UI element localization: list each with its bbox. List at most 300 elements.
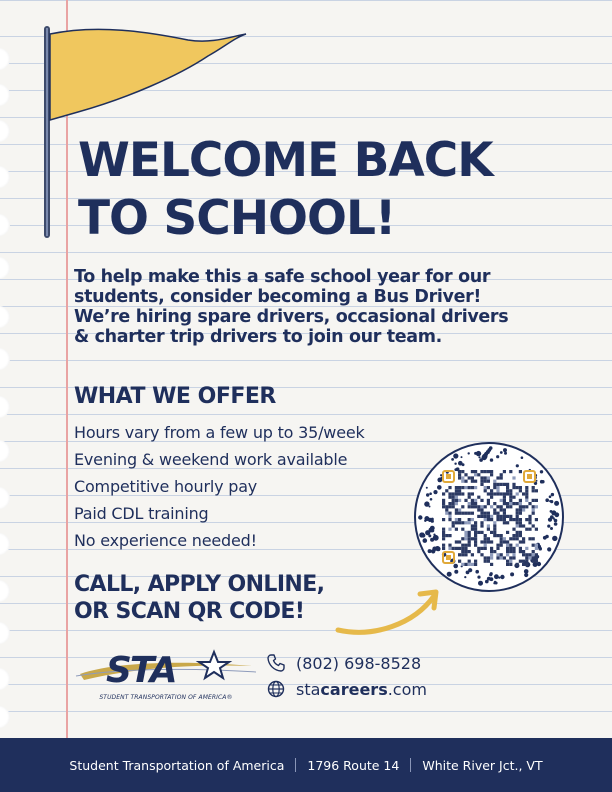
qr-module — [506, 505, 509, 508]
qr-module — [448, 502, 451, 505]
qr-module — [528, 553, 531, 556]
qr-module — [503, 492, 506, 495]
logo-subtitle: STUDENT TRANSPORTATION OF AMERICA® — [99, 694, 233, 701]
website-bold: careers — [320, 679, 388, 699]
qr-module — [480, 524, 483, 527]
binder-hole — [0, 120, 10, 142]
qr-module — [496, 518, 499, 521]
qr-module — [509, 499, 512, 502]
binder-hole — [0, 706, 10, 728]
qr-module — [480, 540, 483, 543]
qr-module — [484, 540, 487, 543]
qr-module — [477, 515, 480, 518]
qr-module — [487, 515, 490, 518]
intro-paragraph — [74, 267, 574, 347]
qr-module — [512, 547, 515, 550]
qr-module — [484, 512, 487, 515]
qr-module — [487, 560, 490, 563]
qr-module — [522, 537, 525, 540]
qr-code-icon[interactable] — [414, 442, 564, 592]
qr-module — [480, 547, 483, 550]
qr-module — [503, 515, 506, 518]
qr-module — [532, 512, 535, 515]
qr-module — [525, 556, 528, 559]
qr-ring-dot — [549, 495, 552, 498]
qr-module — [480, 480, 483, 483]
qr-module — [519, 560, 522, 563]
qr-module — [496, 534, 499, 537]
qr-module — [448, 515, 451, 518]
qr-module — [458, 518, 461, 521]
qr-ring-dot — [504, 452, 507, 455]
binder-hole — [0, 580, 10, 602]
qr-module — [464, 547, 467, 550]
binder-hole — [0, 440, 10, 462]
qr-module — [512, 550, 515, 553]
qr-module — [525, 547, 528, 550]
qr-module — [468, 476, 471, 479]
qr-module — [512, 553, 515, 556]
qr-module — [500, 556, 503, 559]
qr-ring-dot — [494, 574, 499, 579]
qr-module — [496, 476, 499, 479]
qr-module — [468, 492, 471, 495]
qr-module — [490, 556, 493, 559]
cta-line: CALL, APPLY ONLINE, — [74, 572, 325, 597]
qr-ring-dot — [479, 458, 483, 462]
qr-module — [490, 489, 493, 492]
qr-module — [458, 473, 461, 476]
qr-module — [519, 518, 522, 521]
qr-ring-dot — [430, 498, 433, 501]
qr-module — [455, 512, 458, 515]
qr-module — [532, 489, 535, 492]
qr-module — [487, 540, 490, 543]
qr-module — [532, 505, 535, 508]
qr-module — [484, 534, 487, 537]
qr-module — [525, 560, 528, 563]
qr-module — [442, 544, 445, 547]
qr-module — [448, 492, 451, 495]
qr-module — [493, 524, 496, 527]
qr-module — [522, 563, 525, 566]
qr-ring-dot — [422, 533, 424, 535]
qr-module — [496, 553, 499, 556]
qr-module — [461, 492, 464, 495]
qr-ring-dot — [426, 487, 428, 489]
qr-module — [468, 502, 471, 505]
offer-item: Paid CDL training — [74, 504, 209, 523]
qr-module — [519, 470, 522, 473]
qr-ring-dot — [429, 528, 434, 533]
binder-hole — [0, 533, 10, 555]
qr-module — [493, 531, 496, 534]
qr-module — [519, 534, 522, 537]
qr-module — [477, 547, 480, 550]
contact-block — [266, 650, 427, 702]
qr-ring-dot — [550, 500, 553, 503]
footer-bar — [0, 738, 612, 792]
qr-module — [442, 518, 445, 521]
qr-module — [468, 563, 471, 566]
website-link[interactable] — [296, 680, 427, 699]
qr-module — [500, 515, 503, 518]
qr-module — [468, 537, 471, 540]
qr-module — [448, 486, 451, 489]
qr-ring-dot — [553, 517, 555, 519]
qr-module — [532, 508, 535, 511]
qr-module — [516, 521, 519, 524]
qr-ring-dot — [454, 468, 457, 471]
qr-module — [512, 502, 515, 505]
qr-module — [503, 508, 506, 511]
qr-module — [500, 508, 503, 511]
qr-module — [493, 486, 496, 489]
qr-module — [516, 515, 519, 518]
qr-module — [490, 540, 493, 543]
qr-module — [516, 544, 519, 547]
binder-hole — [0, 396, 10, 418]
qr-module — [525, 505, 528, 508]
qr-module — [477, 531, 480, 534]
qr-module — [490, 563, 493, 566]
phone-row[interactable] — [266, 650, 427, 676]
qr-module — [532, 537, 535, 540]
qr-module — [512, 476, 515, 479]
qr-ring-dot — [545, 498, 549, 502]
qr-module — [464, 512, 467, 515]
qr-module — [487, 524, 490, 527]
qr-module — [474, 502, 477, 505]
qr-module — [519, 508, 522, 511]
qr-module — [455, 486, 458, 489]
qr-module — [509, 496, 512, 499]
qr-module — [468, 518, 471, 521]
qr-module — [516, 508, 519, 511]
qr-module — [506, 515, 509, 518]
qr-module — [500, 505, 503, 508]
qr-module — [493, 480, 496, 483]
qr-module — [484, 560, 487, 563]
qr-module — [474, 537, 477, 540]
qr-module — [496, 544, 499, 547]
qr-module — [522, 524, 525, 527]
qr-ring-dot — [551, 493, 554, 496]
qr-module — [516, 492, 519, 495]
qr-module — [509, 563, 512, 566]
qr-module — [522, 508, 525, 511]
qr-module — [522, 550, 525, 553]
qr-module — [474, 563, 477, 566]
qr-module — [535, 544, 538, 547]
qr-module — [519, 540, 522, 543]
qr-module — [480, 483, 483, 486]
qr-module — [525, 553, 528, 556]
qr-module — [493, 483, 496, 486]
qr-ring-dot — [554, 512, 559, 517]
qr-ring-dot — [437, 485, 442, 490]
qr-module — [468, 496, 471, 499]
qr-module — [525, 489, 528, 492]
qr-module — [493, 502, 496, 505]
qr-module — [493, 550, 496, 553]
qr-module — [532, 524, 535, 527]
qr-module — [474, 544, 477, 547]
qr-module — [493, 508, 496, 511]
qr-ring-dot — [454, 570, 458, 574]
qr-ring-dot — [458, 461, 463, 466]
qr-module — [471, 518, 474, 521]
qr-module — [480, 515, 483, 518]
qr-module — [535, 553, 538, 556]
qr-ring-dot — [554, 501, 559, 506]
qr-module — [512, 537, 515, 540]
qr-module — [487, 476, 490, 479]
qr-module — [471, 502, 474, 505]
binder-hole — [0, 84, 10, 106]
qr-ring-dot — [424, 501, 429, 506]
binder-hole — [0, 487, 10, 509]
qr-module — [528, 521, 531, 524]
qr-module — [484, 486, 487, 489]
qr-module — [448, 505, 451, 508]
qr-module — [461, 547, 464, 550]
qr-module — [503, 521, 506, 524]
qr-ring-dot — [451, 458, 454, 461]
qr-module — [496, 489, 499, 492]
qr-module — [525, 486, 528, 489]
qr-ring-dot — [547, 525, 550, 528]
qr-module — [458, 553, 461, 556]
qr-module — [487, 518, 490, 521]
qr-module — [522, 540, 525, 543]
qr-module — [528, 502, 531, 505]
qr-module — [464, 563, 467, 566]
qr-module — [471, 505, 474, 508]
phone-number[interactable]: (802) 698-8528 — [296, 653, 422, 673]
qr-module — [474, 486, 477, 489]
qr-module — [522, 560, 525, 563]
qr-module — [509, 547, 512, 550]
qr-module — [503, 470, 506, 473]
intro-line: students, consider becoming a Bus Driver! — [74, 287, 482, 307]
qr-module — [458, 470, 461, 473]
qr-module — [471, 486, 474, 489]
qr-module — [477, 508, 480, 511]
qr-ring-dot — [426, 493, 429, 496]
qr-module — [474, 560, 477, 563]
qr-module — [445, 512, 448, 515]
qr-module — [528, 528, 531, 531]
qr-ring-dot — [543, 536, 547, 540]
qr-module — [468, 505, 471, 508]
qr-module — [471, 499, 474, 502]
qr-module — [496, 547, 499, 550]
qr-module — [525, 518, 528, 521]
qr-module — [487, 502, 490, 505]
qr-ring-dot — [468, 452, 470, 454]
qr-module — [468, 550, 471, 553]
qr-module — [471, 512, 474, 515]
qr-module — [471, 476, 474, 479]
qr-module — [500, 518, 503, 521]
qr-module — [442, 531, 445, 534]
qr-module — [512, 483, 515, 486]
binder-hole — [0, 257, 10, 279]
offer-item: Hours vary from a few up to 35/week — [74, 423, 365, 442]
curved-arrow-icon — [334, 584, 444, 640]
qr-module — [509, 518, 512, 521]
qr-module — [509, 544, 512, 547]
qr-module — [474, 540, 477, 543]
qr-module — [458, 489, 461, 492]
qr-module — [461, 512, 464, 515]
qr-module — [506, 560, 509, 563]
qr-module — [503, 483, 506, 486]
qr-module — [448, 518, 451, 521]
qr-module — [464, 544, 467, 547]
qr-ring-dot — [440, 474, 442, 476]
qr-module — [468, 540, 471, 543]
qr-module — [490, 505, 493, 508]
qr-module — [532, 486, 535, 489]
qr-module — [496, 512, 499, 515]
qr-module — [516, 486, 519, 489]
qr-module — [471, 537, 474, 540]
website-row[interactable] — [266, 676, 427, 702]
qr-module — [490, 515, 493, 518]
qr-module — [500, 540, 503, 543]
qr-module — [455, 540, 458, 543]
qr-ring-dot — [540, 548, 542, 550]
qr-module — [500, 476, 503, 479]
qr-module — [480, 499, 483, 502]
qr-module — [442, 492, 445, 495]
qr-module — [442, 499, 445, 502]
qr-module — [445, 489, 448, 492]
qr-ring-dot — [425, 516, 429, 520]
qr-module — [506, 502, 509, 505]
title-line: WELCOME BACK — [78, 133, 493, 188]
qr-module — [535, 556, 538, 559]
qr-module — [532, 499, 535, 502]
qr-module — [474, 528, 477, 531]
offer-item: No experience needed! — [74, 531, 257, 550]
qr-module — [464, 531, 467, 534]
qr-module — [477, 505, 480, 508]
qr-module — [458, 492, 461, 495]
footer-address: 1796 Route 14 — [307, 757, 400, 773]
qr-module — [471, 470, 474, 473]
qr-ring-dot — [423, 538, 428, 543]
qr-module — [525, 492, 528, 495]
qr-module — [442, 534, 445, 537]
qr-module — [490, 492, 493, 495]
sta-logo-icon — [74, 646, 258, 694]
qr-module — [474, 524, 477, 527]
qr-module — [487, 480, 490, 483]
qr-module — [442, 537, 445, 540]
qr-module — [455, 499, 458, 502]
qr-module — [468, 544, 471, 547]
qr-module — [503, 540, 506, 543]
qr-module — [484, 470, 487, 473]
qr-module — [484, 544, 487, 547]
qr-module — [484, 518, 487, 521]
qr-ring-dot — [475, 570, 479, 574]
qr-module — [464, 499, 467, 502]
qr-ring-dot — [510, 572, 514, 576]
qr-module — [464, 537, 467, 540]
qr-module — [522, 553, 525, 556]
binder-hole — [0, 306, 10, 328]
qr-module — [448, 547, 451, 550]
qr-ring-dot — [453, 453, 458, 458]
qr-ring-dot — [552, 536, 557, 541]
qr-module — [452, 502, 455, 505]
qr-module — [500, 537, 503, 540]
qr-code[interactable] — [414, 442, 564, 592]
call-to-action — [74, 571, 324, 625]
qr-module — [516, 534, 519, 537]
cta-line: OR SCAN QR CODE! — [74, 599, 305, 624]
qr-module — [535, 547, 538, 550]
qr-module — [442, 547, 445, 550]
qr-module — [506, 544, 509, 547]
qr-module — [442, 528, 445, 531]
qr-module — [509, 560, 512, 563]
qr-module — [522, 492, 525, 495]
binder-hole — [0, 668, 10, 690]
qr-module — [506, 531, 509, 534]
qr-module — [500, 473, 503, 476]
qr-module — [500, 553, 503, 556]
qr-module — [461, 486, 464, 489]
qr-module — [496, 483, 499, 486]
qr-module — [452, 505, 455, 508]
qr-module — [458, 476, 461, 479]
qr-module — [532, 544, 535, 547]
qr-module — [496, 515, 499, 518]
qr-module — [493, 528, 496, 531]
qr-ring-dot — [541, 480, 544, 483]
qr-module — [468, 521, 471, 524]
qr-module — [519, 502, 522, 505]
qr-ring-dot — [484, 452, 488, 456]
offer-list — [74, 419, 365, 554]
qr-ring-dot — [433, 490, 437, 494]
qr-module — [528, 515, 531, 518]
qr-module — [487, 499, 490, 502]
qr-module — [506, 492, 509, 495]
qr-module — [516, 524, 519, 527]
qr-module — [445, 534, 448, 537]
qr-ring-dot — [540, 470, 543, 473]
qr-module — [503, 537, 506, 540]
qr-module — [525, 499, 528, 502]
qr-module — [532, 550, 535, 553]
qr-ring-dot — [461, 456, 463, 458]
qr-module — [490, 531, 493, 534]
qr-ring-dot — [478, 456, 480, 458]
qr-module — [471, 553, 474, 556]
qr-ring-dot — [476, 451, 481, 456]
qr-module — [532, 556, 535, 559]
qr-module — [490, 470, 493, 473]
qr-module — [506, 547, 509, 550]
qr-module — [464, 480, 467, 483]
qr-ring-dot — [503, 448, 507, 452]
